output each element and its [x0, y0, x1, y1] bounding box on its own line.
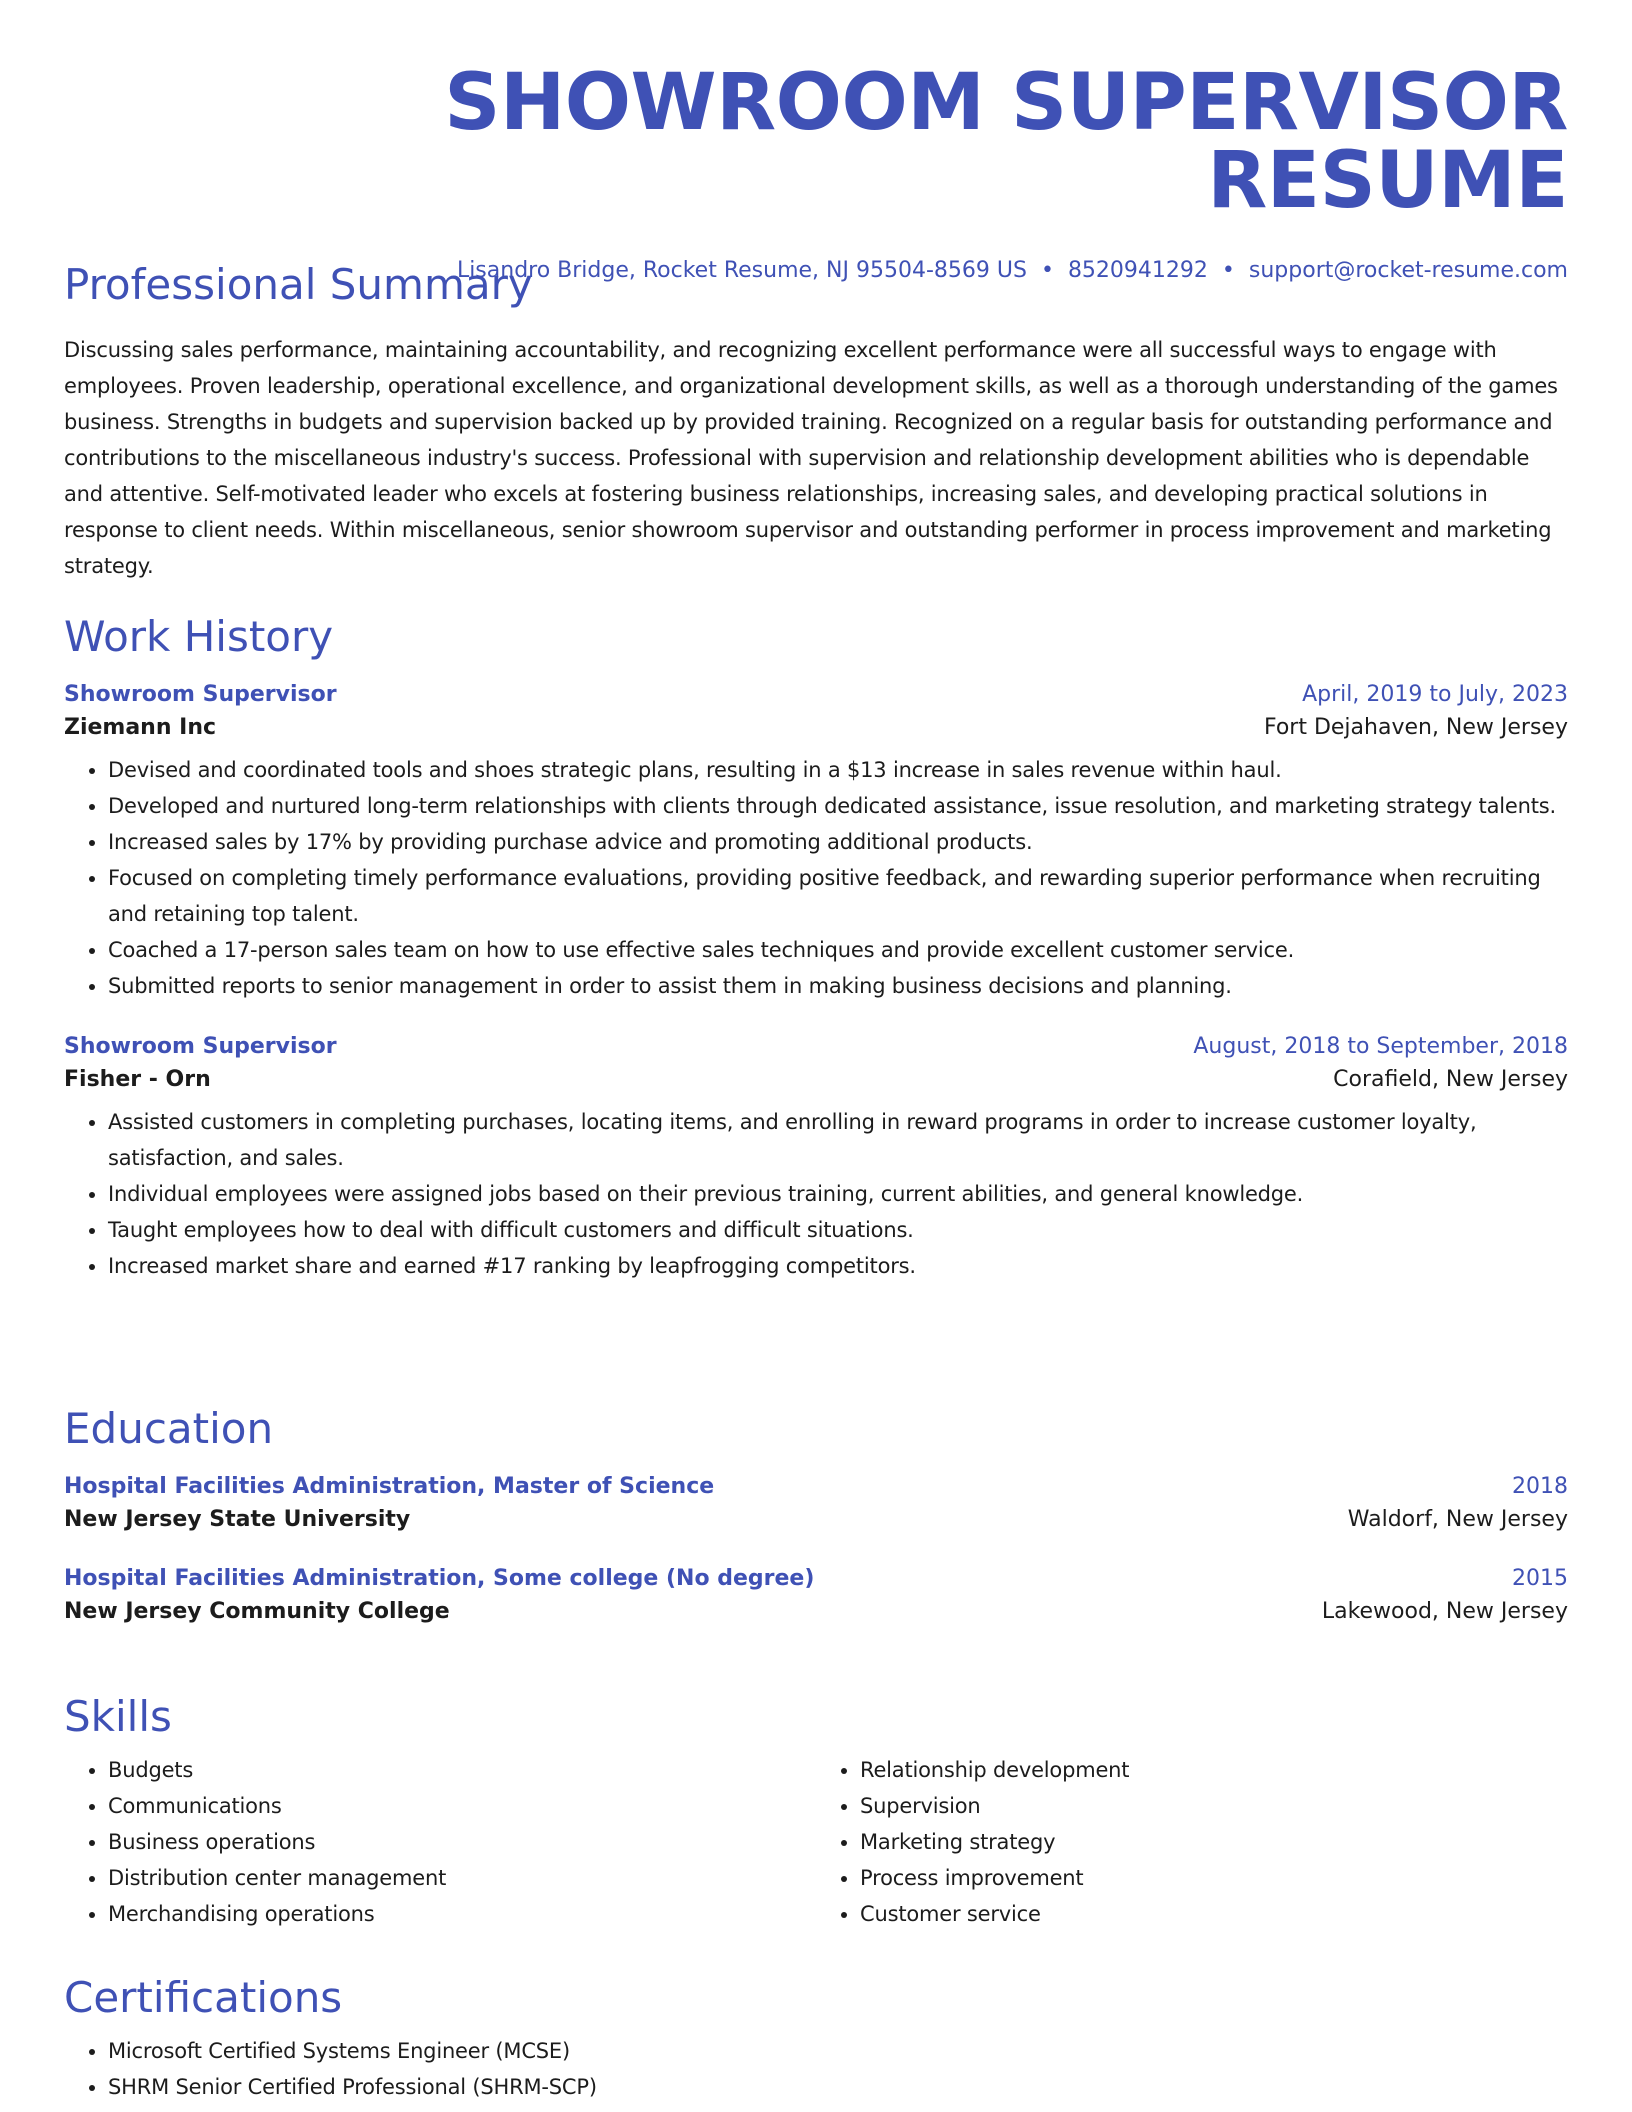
section-heading: Professional Summary [64, 260, 533, 309]
skills-section [64, 1694, 1568, 1932]
job-dates: April, 2019 to July, 2023 [1302, 682, 1568, 708]
work-section [64, 614, 1568, 1284]
contact-separator: • [1221, 258, 1235, 283]
school-location: Waldorf, New Jersey [1347, 1507, 1568, 1533]
job-dates: August, 2018 to September, 2018 [1193, 1034, 1568, 1060]
summary-section [64, 262, 1568, 584]
list-item: • Supervision [860, 1788, 1568, 1824]
list-item: • Increased sales by 17% by providing purchase advice and promoting additional products. [108, 824, 1568, 860]
list-item: • Customer service [860, 1896, 1568, 1932]
list-item: • Devised and coordinated tools and shoes strategic plans, resulting in a $13 increase in sales revenue within haul. [108, 752, 1568, 788]
contact-separator: • [1040, 258, 1054, 283]
education-entry [64, 1566, 1568, 1624]
school-name: New Jersey Community College [64, 1599, 450, 1625]
job-location: Fort Dejahaven, New Jersey [1263, 715, 1568, 741]
degree: Hospital Facilities Administration, Master of Science [64, 1474, 715, 1500]
list-item: • SHRM Senior Certified Professional (SHRM-SCP) [108, 2069, 1568, 2105]
job-bullets [64, 752, 1568, 1004]
list-item: • Communications [108, 1788, 816, 1824]
job-company: Fisher - Orn [64, 1067, 211, 1093]
section-heading: Certifications [64, 1973, 343, 2022]
certifications-section [64, 1975, 1568, 2105]
skills-columns [64, 1752, 1568, 1932]
school-location: Lakewood, New Jersey [1321, 1599, 1568, 1625]
resume-page [64, 0, 1568, 2100]
list-item: • Relationship development [860, 1752, 1568, 1788]
education-year: 2015 [1512, 1566, 1568, 1592]
list-item: • Business operations [108, 1824, 816, 1860]
section-heading: Skills [64, 1692, 172, 1741]
resume-title: SHOWROOM SUPERVISOR RESUME [444, 58, 1568, 226]
school-name: New Jersey State University [64, 1507, 411, 1533]
skills-list-left [64, 1752, 816, 1932]
summary-text: Discussing sales performance, maintaining accountability, and recognizing excellent performance were all successful ways to engage with employees. Proven leadership, operational excellence, and organizational development skills, as well as a thorough understanding of the games business. Strengths in budgets and supervision backed up by provided training. Recognized on a regular basis for outstanding performance and contributions to the miscellaneous industry's success. Professional with supervision and relationship development abilities who is dependable and attentive. Self-motivated leader who excels at fostering business relationships, increasing sales, and developing practical solutions in response to client needs. Within miscellaneous, senior showroom supervisor and outstanding performer in process improvement and marketing strategy. [64, 338, 1558, 579]
list-item: • Developed and nurtured long-term relationships with clients through dedicated assistance, issue resolution, and marketing strategy talents. [108, 788, 1568, 824]
job-title: Showroom Supervisor [64, 1034, 337, 1060]
list-item: • Submitted reports to senior management in order to assist them in making business decisions and planning. [108, 968, 1568, 1004]
list-item: • Marketing strategy [860, 1824, 1568, 1860]
education-entry [64, 1474, 1568, 1532]
certifications-list [64, 2033, 1568, 2105]
list-item: • Increased market share and earned #17 ranking by leapfrogging competitors. [108, 1248, 1568, 1284]
list-item: • Microsoft Certified Systems Engineer (MCSE) [108, 2033, 1568, 2069]
contact-address: Lisandro Bridge, Rocket Resume, NJ 95504-8569 US [456, 258, 1027, 283]
section-heading: Work History [64, 612, 334, 661]
job-location: Corafield, New Jersey [1333, 1067, 1568, 1093]
education-section [64, 1406, 1568, 1624]
job-entry [64, 682, 1568, 1004]
education-year: 2018 [1512, 1474, 1568, 1500]
list-item: • Merchandising operations [108, 1896, 816, 1932]
degree: Hospital Facilities Administration, Some college (No degree) [64, 1566, 815, 1592]
contact-phone[interactable]: 8520941292 [1067, 258, 1208, 283]
skills-list-right [816, 1752, 1568, 1932]
list-item: • Distribution center management [108, 1860, 816, 1896]
list-item: • Budgets [108, 1752, 816, 1788]
job-bullets [64, 1104, 1568, 1284]
contact-email[interactable]: support@rocket-resume.com [1248, 258, 1568, 283]
list-item: • Taught employees how to deal with difficult customers and difficult situations. [108, 1212, 1568, 1248]
list-item: • Assisted customers in completing purchases, locating items, and enrolling in reward programs in order to increase customer loyalty, satisfaction, and sales. [108, 1104, 1568, 1176]
list-item: • Coached a 17-person sales team on how to use effective sales techniques and provide excellent customer service. [108, 932, 1568, 968]
section-heading: Education [64, 1404, 274, 1453]
job-company: Ziemann Inc [64, 715, 217, 741]
list-item: • Focused on completing timely performance evaluations, providing positive feedback, and rewarding superior performance when recruiting and retaining top talent. [108, 860, 1568, 932]
job-title: Showroom Supervisor [64, 682, 337, 708]
job-entry [64, 1034, 1568, 1284]
list-item: • Individual employees were assigned jobs based on their previous training, current abilities, and general knowledge. [108, 1176, 1568, 1212]
list-item: • Process improvement [860, 1860, 1568, 1896]
